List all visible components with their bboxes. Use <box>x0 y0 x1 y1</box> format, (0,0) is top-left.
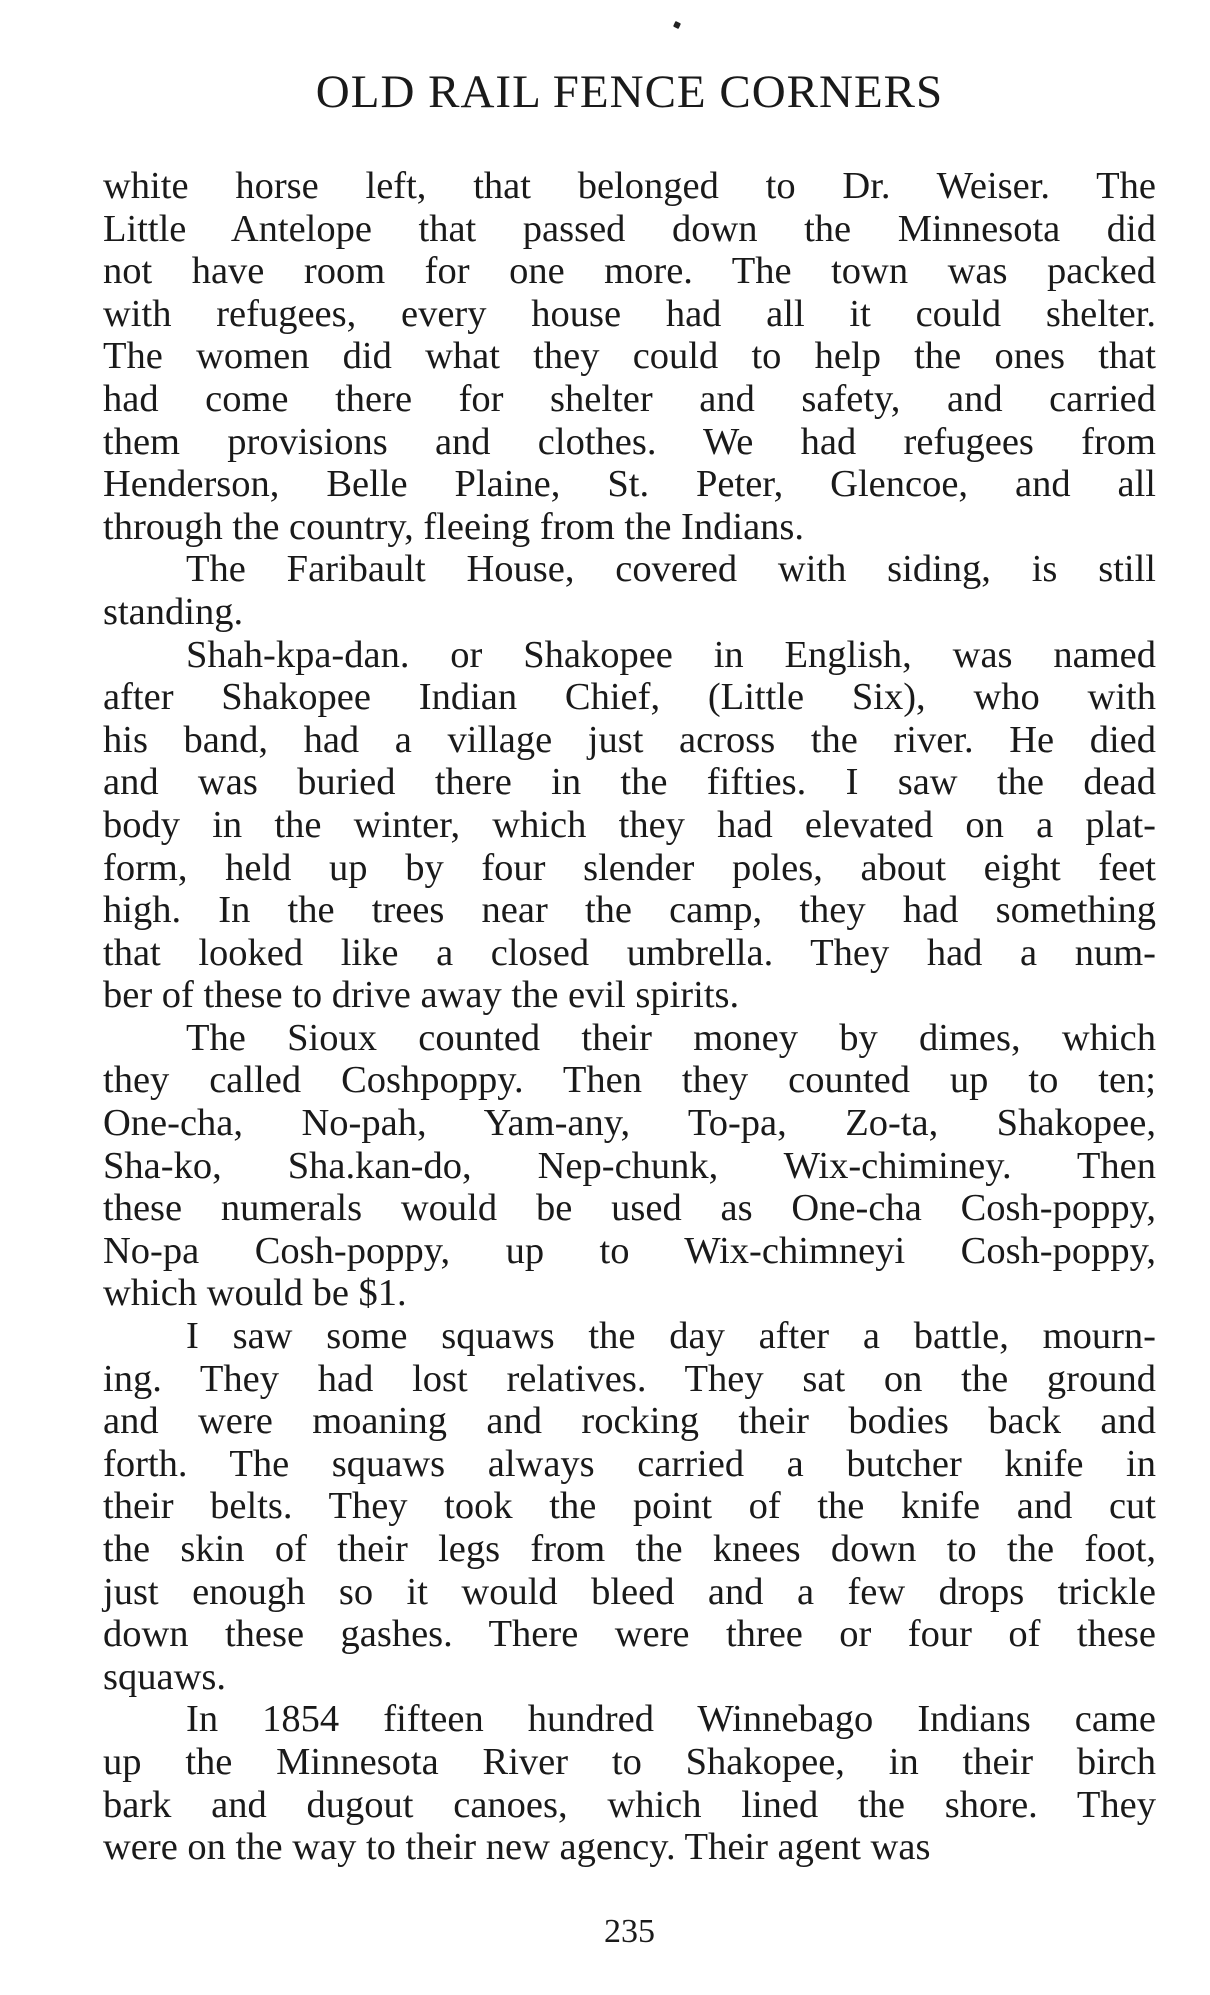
body-text <box>103 165 1156 1869</box>
text-line: up the Minnesota River to Shakopee, in their birch <box>103 1740 1156 1783</box>
running-head-title: OLD RAIL FENCE CORNERS <box>315 66 944 118</box>
text-line: his band, had a village just across the river. He died <box>103 718 1156 761</box>
text-line: through the country, fleeing from the Indians. <box>103 505 805 548</box>
text-line: and was buried there in the fifties. I saw the dead <box>103 761 1156 804</box>
text-line: after Shakopee Indian Chief, (Little Six), who with <box>103 676 1156 719</box>
paragraph <box>103 634 1156 1017</box>
paragraph <box>103 165 1156 548</box>
text-line: Sha-ko, Sha.kan-do, Nep-chunk, Wix-chiminey. Then <box>103 1144 1156 1187</box>
text-line: Shah-kpa-dan. or Shakopee in English, was named <box>186 633 1156 676</box>
text-line: Little Antelope that passed down the Minnesota did <box>103 207 1156 250</box>
text-line: not have room for one more. The town was packed <box>103 250 1156 293</box>
text-line: bark and dugout canoes, which lined the shore. They <box>103 1783 1156 1826</box>
text-line: forth. The squaws always carried a butcher knife in <box>103 1442 1156 1485</box>
page-number: 235 <box>604 1913 655 1950</box>
text-line: were on the way to their new agency. Their agent was <box>103 1826 931 1869</box>
text-line: The Sioux counted their money by dimes, which <box>186 1016 1156 1059</box>
text-line: One-cha, No-pah, Yam-any, To-pa, Zo-ta, Shakopee, <box>103 1102 1156 1145</box>
text-line: down these gashes. There were three or four of these <box>103 1613 1156 1656</box>
text-line: and were moaning and rocking their bodies back and <box>103 1400 1156 1443</box>
text-line: which would be $1. <box>103 1272 407 1315</box>
text-line: with refugees, every house had all it could shelter. <box>103 292 1156 335</box>
paragraph <box>103 548 1156 633</box>
text-line: high. In the trees near the camp, they had something <box>103 889 1156 932</box>
paragraph <box>103 1017 1156 1315</box>
text-line: Henderson, Belle Plaine, St. Peter, Glencoe, and all <box>103 463 1156 506</box>
text-line: standing. <box>103 590 244 633</box>
text-line: that looked like a closed umbrella. They had a num- <box>103 931 1156 974</box>
text-line: had come there for shelter and safety, and carried <box>103 377 1156 420</box>
text-line: just enough so it would bleed and a few drops trickle <box>103 1570 1156 1613</box>
text-line: ber of these to drive away the evil spirits. <box>103 974 740 1017</box>
text-line: their belts. They took the point of the knife and cut <box>103 1485 1156 1528</box>
text-line: these numerals would be used as One-cha Cosh-poppy, <box>103 1187 1156 1230</box>
text-line: ing. They had lost relatives. They sat on the ground <box>103 1357 1156 1400</box>
text-line: The women did what they could to help the ones that <box>103 335 1156 378</box>
print-mark <box>673 21 681 29</box>
text-line: No-pa Cosh-poppy, up to Wix-chimneyi Cosh-poppy, <box>103 1229 1156 1272</box>
text-line: form, held up by four slender poles, about eight feet <box>103 846 1156 889</box>
text-line: them provisions and clothes. We had refugees from <box>103 420 1156 463</box>
text-line: they called Coshpoppy. Then they counted up to ten; <box>103 1059 1156 1102</box>
text-line: body in the winter, which they had elevated on a plat- <box>103 803 1156 846</box>
text-line: the skin of their legs from the knees down to the foot, <box>103 1528 1156 1570</box>
text-line: I saw some squaws the day after a battle, mourn- <box>186 1315 1156 1358</box>
text-line: squaws. <box>103 1655 226 1698</box>
paragraph <box>103 1315 1156 1698</box>
text-line: white horse left, that belonged to Dr. Weiser. The <box>103 165 1156 207</box>
text-line: The Faribault House, covered with siding, is still <box>186 548 1156 591</box>
book-page <box>103 0 1156 1995</box>
paragraph <box>103 1698 1156 1868</box>
text-line: In 1854 fifteen hundred Winnebago Indians came <box>186 1698 1156 1741</box>
